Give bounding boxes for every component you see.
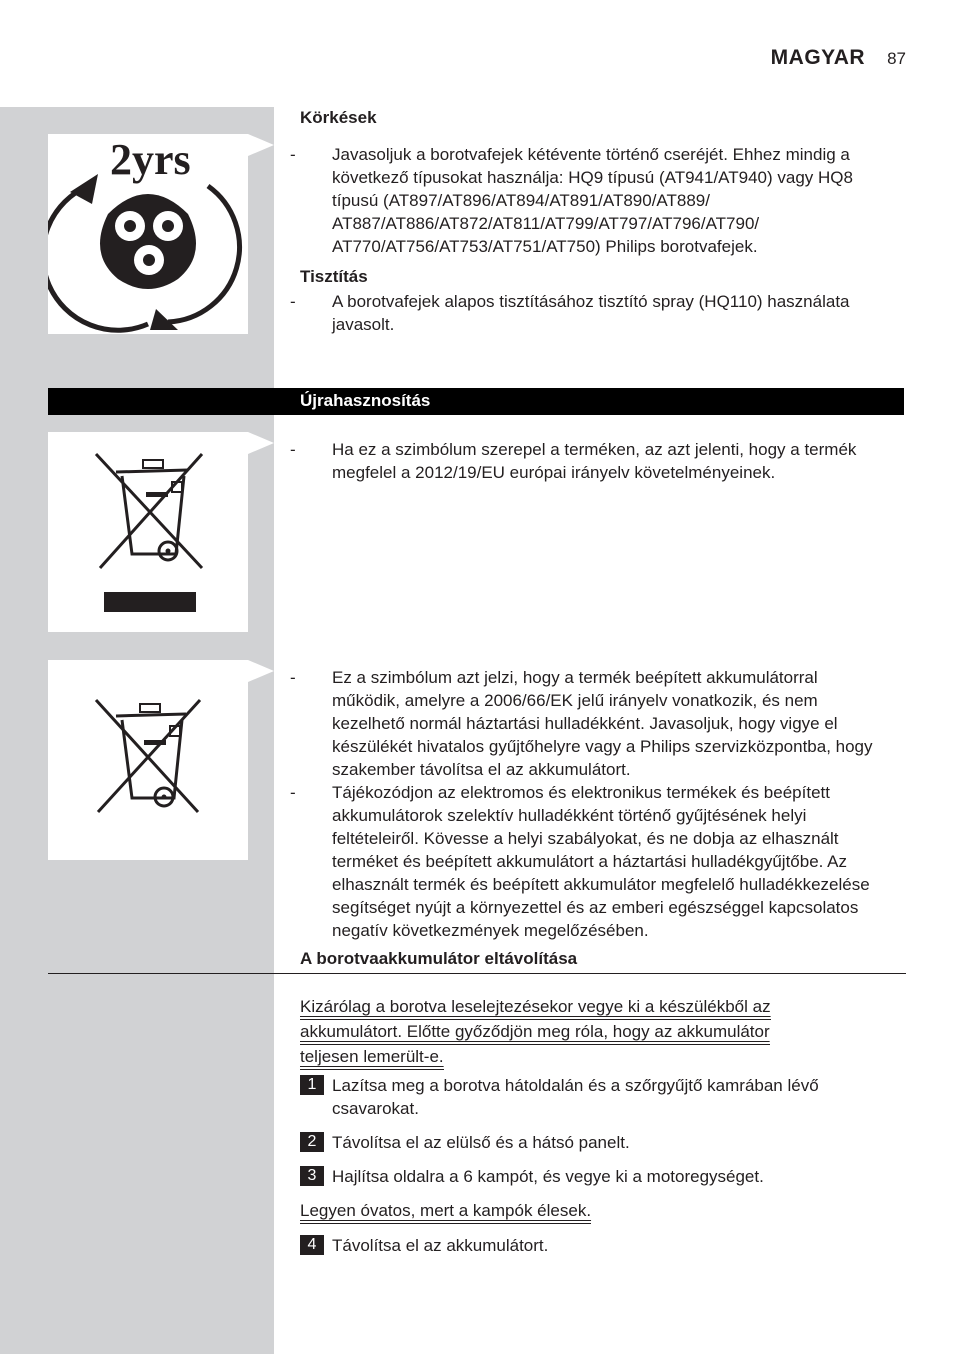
step-text: Távolítsa el az elülső és a hátsó panelt. xyxy=(332,1133,630,1152)
weee-image xyxy=(48,432,248,632)
step-number: 3 xyxy=(300,1166,324,1186)
step-number: 4 xyxy=(300,1235,324,1255)
step-number: 2 xyxy=(300,1132,324,1152)
step-text: Hajlítsa oldalra a 6 kampót, és vegye ki a motoregységet. xyxy=(332,1167,764,1186)
ujrahasznositas-heading: Újrahasznosítás xyxy=(300,391,431,410)
akkumulator-heading: A borotvaakkumulátor eltávolítása xyxy=(300,949,578,968)
tisztitas-heading: Tisztítás xyxy=(300,267,368,286)
2yrs-replace-icon xyxy=(48,134,248,334)
step-4 xyxy=(300,1234,852,1257)
language-label: MAGYAR xyxy=(770,46,866,69)
2yrs-label: 2yrs xyxy=(110,135,191,184)
shaver-heads-image xyxy=(48,134,248,334)
image-pointer xyxy=(248,660,274,682)
step-3 xyxy=(300,1165,852,1188)
korkesek-list xyxy=(290,143,890,258)
warning-line: Kizárólag a borotva leselejtezésekor vegye ki a készülékből az xyxy=(300,995,771,1020)
list-item: - Ez a szimbólum azt jelzi, hogy a termék beépített akkumulátorral működik, amelyre a 2006/66/EK jelű irányelv vonatkozik, és nem kezelhető normál háztartási hulladékként. Javasoljuk, hogy vigye el készülékét hivatalos gyűjtőhelyre vagy a Philips szervizközpontba, hogy szakember távolítsa el az akkumulátort. xyxy=(290,668,873,779)
warning-line: teljesen lemerült-e. xyxy=(300,1045,444,1070)
list-item: - Tájékozódjon az elektromos és elektronikus termékek és beépített akkumulátorok szelektív hulladékként történő gyűjtésének helyi feltételeiről. Kövesse a helyi szabályokat, és ne dobja az elhasznált terméket és beépített akkumulátort a háztartási hulladékgyűjtőbe. Az elhasznált termék és beépített akkumulátor megfelelő hulladékkezelése segítséget nyújt a környezettel és az emberi egészséggel kapcsolatos negatív következmények megelőzésében. xyxy=(290,783,870,940)
image-pointer xyxy=(248,432,274,454)
battery-bin-icon xyxy=(48,660,248,860)
warning-text xyxy=(300,995,771,1070)
warning-line: akkumulátort. Előtte győződjön meg róla, hogy az akkumulátor xyxy=(300,1020,770,1045)
battery-image xyxy=(48,660,248,860)
ujrahasznositas-list-2 xyxy=(290,666,890,942)
list-item: - Javasoljuk a borotvafejek kétévente történő cseréjét. Ehhez mindig a következő típusokat használja: HQ9 típusú (AT941/AT940) vagy HQ8 típusú (AT897/AT896/AT894/AT891/AT890/AT889/ AT887/AT886/AT872/AT811/AT799/AT797/AT796/AT790/ AT770/AT756/AT753/AT751/AT750) Philips borotvafejek. xyxy=(290,145,853,256)
step-1 xyxy=(300,1074,852,1120)
section-divider xyxy=(48,973,906,974)
page-header xyxy=(771,46,906,70)
ujrahasznositas-list-1 xyxy=(290,438,890,484)
weee-bin-icon xyxy=(48,432,248,632)
caution-text xyxy=(300,1199,591,1224)
korkesek-heading: Körkések xyxy=(300,108,377,127)
ujrahasznositas-bar xyxy=(48,388,904,415)
step-number: 1 xyxy=(300,1075,324,1095)
step-text: Távolítsa el az akkumulátort. xyxy=(332,1236,549,1255)
step-2 xyxy=(300,1131,852,1154)
tisztitas-list xyxy=(290,290,890,336)
page-number: 87 xyxy=(887,49,906,68)
step-text: Lazítsa meg a borotva hátoldalán és a szőrgyűjtő kamrában lévő csavarokat. xyxy=(332,1076,819,1118)
image-pointer xyxy=(248,134,274,156)
list-item: - A borotvafejek alapos tisztításához tisztító spray (HQ110) használata javasolt. xyxy=(290,292,850,334)
caution-line: Legyen óvatos, mert a kampók élesek. xyxy=(300,1199,591,1224)
list-item: - Ha ez a szimbólum szerepel a terméken, az azt jelenti, hogy a termék megfelel a 2012/19/EU európai irányelv követelményeinek. xyxy=(290,440,857,482)
